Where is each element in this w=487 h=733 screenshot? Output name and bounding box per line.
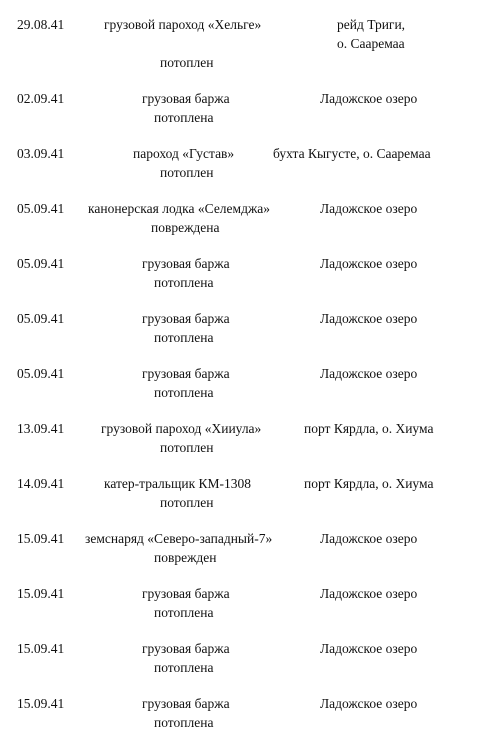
entry-status: поврежден [154, 550, 217, 565]
entry-vessel: грузовая баржа [142, 311, 230, 326]
entry-vessel: грузовая баржа [142, 586, 230, 601]
entry-vessel: грузовая баржа [142, 696, 230, 711]
list-item [0, 586, 487, 638]
entry-status: потоплен [160, 440, 214, 455]
entry-date: 15.09.41 [17, 531, 65, 546]
entry-status: повреждена [151, 220, 220, 235]
entry-date: 15.09.41 [17, 586, 65, 601]
entry-date: 05.09.41 [17, 366, 65, 381]
entry-place: порт Кярдла, о. Хиума [304, 421, 434, 436]
entry-vessel: пароход «Густав» [133, 146, 235, 161]
list-item [0, 201, 487, 253]
entry-place: Ладожское озеро [320, 366, 418, 381]
entry-status: потоплена [154, 330, 214, 345]
entry-place: Ладожское озеро [320, 696, 418, 711]
entry-place-line2: о. Сааремаа [337, 36, 405, 51]
entry-status: потоплена [154, 385, 214, 400]
entry-place: Ладожское озеро [320, 311, 418, 326]
list-item [0, 421, 487, 473]
list-item [0, 696, 487, 733]
entry-vessel: грузовая баржа [142, 256, 230, 271]
list-item [0, 311, 487, 363]
list-item [0, 366, 487, 418]
entry-place: Ладожское озеро [320, 586, 418, 601]
list-item [0, 256, 487, 308]
entry-vessel: катер-тральщик КМ-1308 [104, 476, 252, 491]
list-item [0, 476, 487, 528]
list-item [0, 146, 487, 198]
entry-place: Ладожское озеро [320, 256, 418, 271]
entry-place: бухта Кыгусте, о. Сааремаа [273, 146, 431, 161]
list-item [0, 531, 487, 583]
list-item [0, 17, 487, 69]
entry-vessel: грузовая баржа [142, 641, 230, 656]
entry-place: Ладожское озеро [320, 531, 418, 546]
entry-vessel: грузовая баржа [142, 91, 230, 106]
entry-status: потоплен [160, 495, 214, 510]
entry-status: потоплена [154, 605, 214, 620]
entry-vessel: грузовой пароход «Хельге» [104, 17, 262, 32]
entry-status: потоплен [160, 165, 214, 180]
entry-date: 15.09.41 [17, 696, 65, 711]
entry-date: 15.09.41 [17, 641, 65, 656]
entry-date: 13.09.41 [17, 421, 65, 436]
entry-date: 03.09.41 [17, 146, 65, 161]
entry-vessel: грузовая баржа [142, 366, 230, 381]
entry-place: Ладожское озеро [320, 201, 418, 216]
entry-date: 05.09.41 [17, 256, 65, 271]
entry-vessel: земснаряд «Северо-западный-7» [85, 531, 273, 546]
entry-place: порт Кярдла, о. Хиума [304, 476, 434, 491]
entry-status: потоплена [154, 715, 214, 730]
entry-vessel: грузовой пароход «Хииула» [101, 421, 262, 436]
entry-date: 05.09.41 [17, 311, 65, 326]
entry-place: Ладожское озеро [320, 91, 418, 106]
entry-date: 14.09.41 [17, 476, 65, 491]
entry-status: потоплена [154, 110, 214, 125]
entry-date: 02.09.41 [17, 91, 65, 106]
entry-date: 05.09.41 [17, 201, 65, 216]
entry-status: потоплена [154, 275, 214, 290]
list-item [0, 641, 487, 693]
list-item [0, 91, 487, 143]
entry-status: потоплена [154, 660, 214, 675]
entry-status: потоплен [160, 55, 214, 70]
entry-place: Ладожское озеро [320, 641, 418, 656]
entry-place: рейд Триги, [337, 17, 406, 32]
entry-vessel: канонерская лодка «Селемджа» [88, 201, 271, 216]
entry-date: 29.08.41 [17, 17, 65, 32]
